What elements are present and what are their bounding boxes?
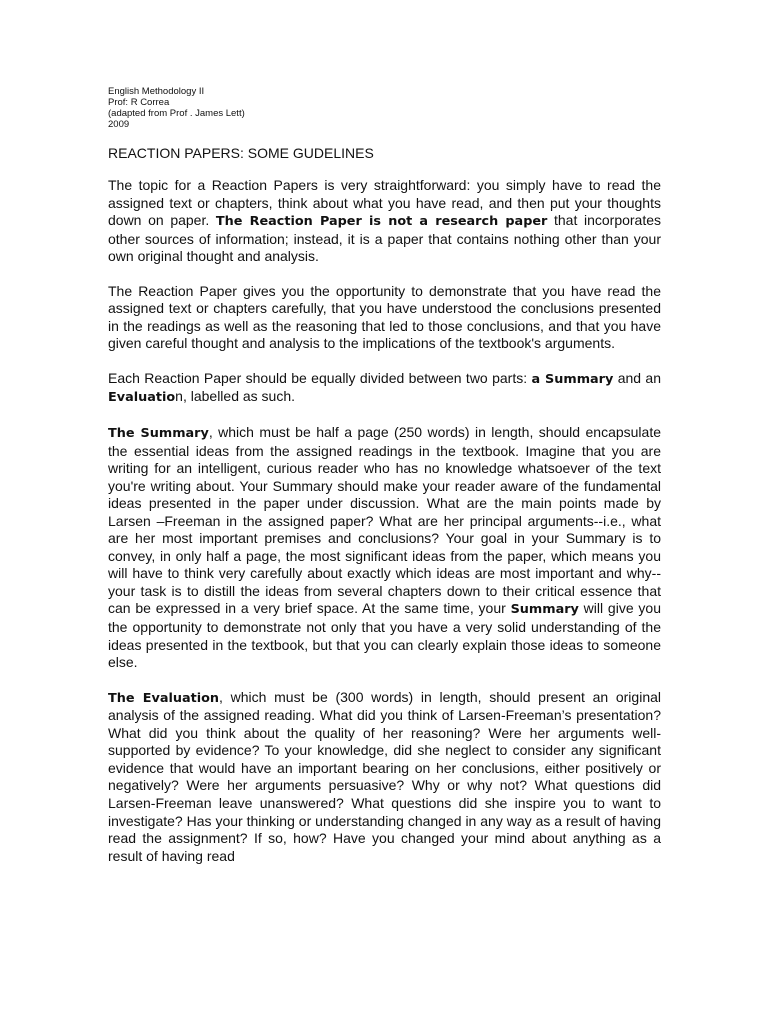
paragraph-text: that incorporates other sources of information; instead, it is a paper that contains nothing other than your own original thought and analysis. — [108, 212, 662, 265]
paragraph-text: Each Reaction Paper should be equally divided between two parts: — [108, 369, 532, 386]
paragraph-text: The Reaction Paper gives you the opportunity to demonstrate that you have read the assigned text or chapters carefully, that you have understood the conclusions presented in the readings as well as the reasoning that led to those conclusions, and that you have given careful thought and analysis to the implications of the textbook's arguments. — [108, 282, 661, 352]
professor-name: Prof: R Correa — [108, 97, 170, 108]
paragraph-text: , which must be half a page (250 words) in length, should encapsulate the essential ideas from the assigned readings in the textbook. Imagine that you are writing for an intelligent, curious reader who has no knowledge whatsoever of the text you're writing about. Your Summary should make your reader aware of the fundamental ideas presented in the paper under discussion. What are the main points made by Larsen –Freeman in the assigned paper? What are her principal arguments--i.e., what are her most important premises and conclusions? Your goal in your Summary is to convey, in only half a page, the most significant ideas from the paper, which means you will have to think very carefully about exactly which ideas are most important and why--your task is to distill the ideas from several chapters down to their critical essence that can be expressed in a very brief space. At the same time, your — [108, 424, 661, 617]
emphasis-text: Evaluatio — [108, 390, 176, 406]
section-heading: The Evaluation — [108, 690, 220, 706]
page-title: REACTION PAPERS: SOME GUDELINES — [108, 145, 374, 161]
paragraph-text: n, labelled as such. — [175, 388, 296, 405]
course-name: English Methodology II — [108, 86, 205, 97]
paragraph-summary — [108, 424, 661, 672]
section-heading: The Summary — [108, 426, 209, 442]
document-year: 2009 — [108, 119, 130, 130]
paragraph-text: and an — [613, 369, 661, 386]
paragraph-text: , which must be (300 words) in length, should present an original analysis of the assigned reading. What did you think of Larsen-Freeman’s presentation? What did you think about the quality of her reasoning? Were her arguments well-supported by evidence? To your knowledge, did she neglect to consider any significant evidence that would have an important bearing on her conclusions, either positively or negatively? Were her arguments persuasive? Why or why not? What questions did Larsen-Freeman leave unanswered? What questions did she inspire you to want to investigate? Has your thinking or understanding changed in any way as a result of having read the assignment? If so, how? Have you changed your mind about anything as a result of having read — [108, 688, 661, 864]
paragraph-text: will give you the opportunity to demonstrate not only that you have a very solid understanding of the ideas presented in the textbook, but that you can clearly explain those ideas to someone else. — [108, 600, 661, 671]
paragraph-parts — [108, 370, 661, 407]
paragraph-text: The topic for a Reaction Papers is very straightforward: you simply have to read the assigned text or chapters, think about what you have read, and then put your thoughts down on paper. — [108, 177, 661, 229]
paragraph-topic — [108, 177, 661, 266]
emphasis-text: a Summary — [531, 371, 614, 387]
paragraph-opportunity — [108, 283, 661, 353]
document-page — [108, 86, 661, 865]
paragraph-evaluation — [108, 689, 661, 865]
document-header — [108, 86, 661, 130]
adaptation-note: (adapted from Prof . James Lett) — [108, 108, 245, 119]
emphasis-text: Summary — [510, 602, 579, 618]
emphasis-text: The Reaction Paper is not a research paper — [215, 214, 548, 230]
